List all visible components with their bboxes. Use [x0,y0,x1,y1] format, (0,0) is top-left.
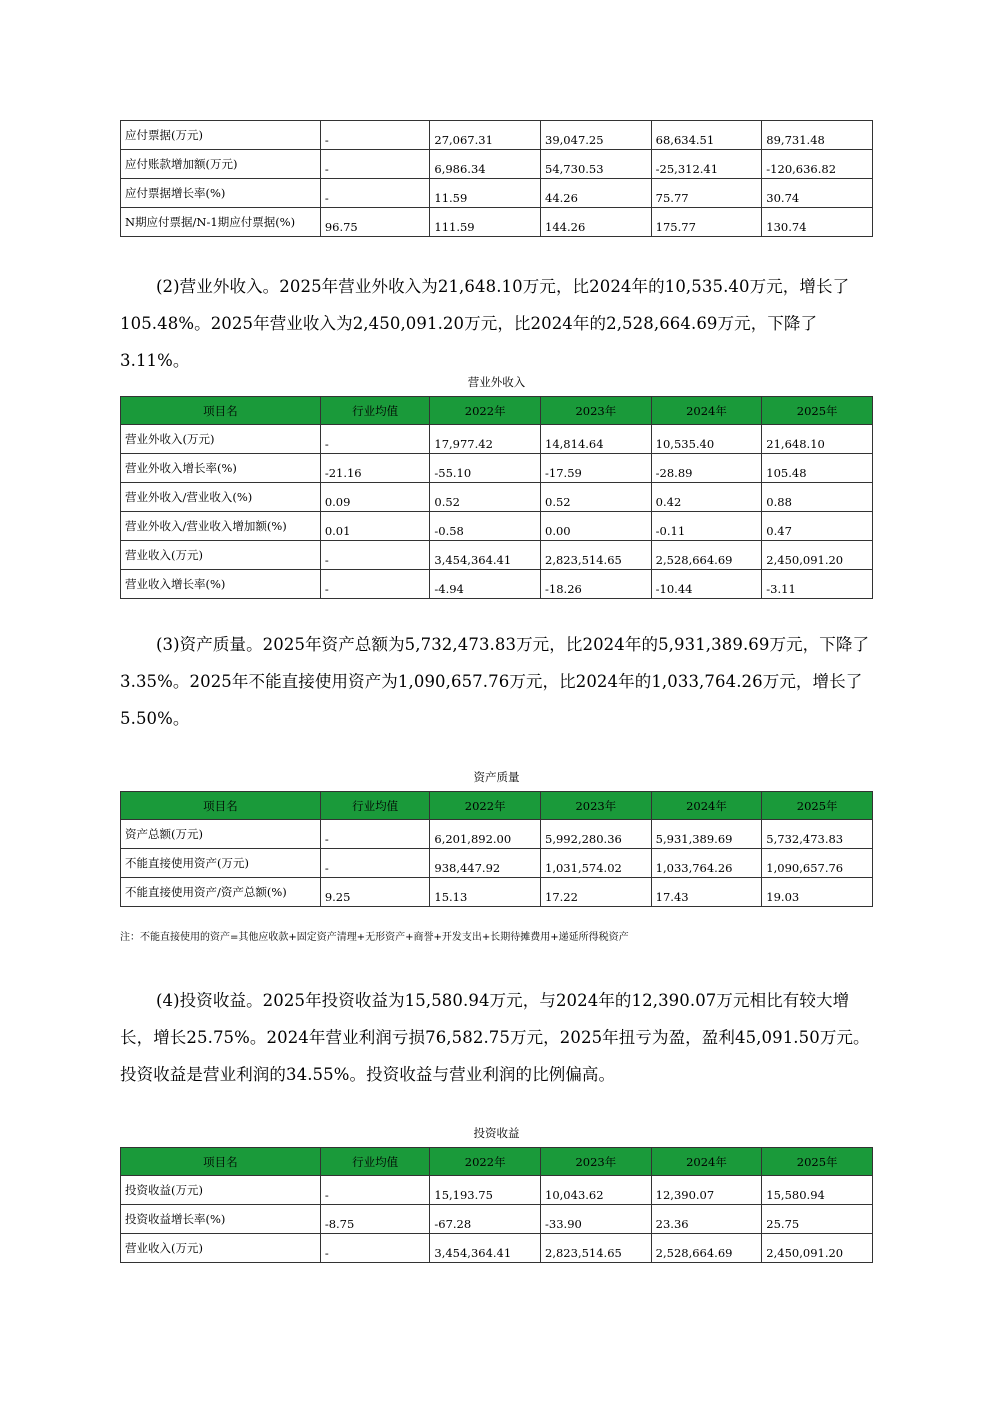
table-cell: -8.75 [320,1205,430,1234]
table-cell: 14,814.64 [541,425,652,454]
table-cell: 0.47 [762,512,873,541]
table-cell: 0.01 [320,512,430,541]
table-cell: - [320,150,430,179]
table-row [121,541,873,570]
table-cell: 938,447.92 [430,849,541,878]
paragraph-non-operating-income: (2)营业外收入。2025年营业外收入为21,648.10万元，比2024年的10,535.40万元，增长了105.48%。2025年营业收入为2,450,091.20万元，比2024年的2,528,664.69万元，下降了3.11%。 [120,277,850,370]
table-cell: 175.77 [651,208,762,237]
table-row [121,512,873,541]
table-row [121,454,873,483]
table-cell: 6,201,892.00 [430,820,541,849]
table-cell: 0.09 [320,483,430,512]
table-cell: 0.88 [762,483,873,512]
table-cell: 2,528,664.69 [651,1234,762,1263]
income-table-body [121,425,873,599]
table-cell: 39,047.25 [541,121,652,150]
table-cell: 27,067.31 [430,121,541,150]
table-cell: - [320,820,430,849]
table-cell: -28.89 [651,454,762,483]
column-header: 2023年 [541,1148,652,1176]
table-cell: 3,454,364.41 [430,541,541,570]
table-cell: - [320,121,430,150]
row-label: 不能直接使用资产/资产总额(%) [121,878,321,907]
income-table-header [121,397,873,425]
column-header: 2024年 [651,1148,762,1176]
table-row [121,820,873,849]
table-cell: 105.48 [762,454,873,483]
table-cell: 30.74 [762,179,873,208]
table-cell: - [320,541,430,570]
column-header: 项目名 [121,792,321,820]
payables-table-body [121,121,873,237]
table-row [121,1205,873,1234]
table-cell: 2,823,514.65 [541,541,652,570]
table-cell: 0.00 [541,512,652,541]
table-cell: 17,977.42 [430,425,541,454]
column-header: 项目名 [121,397,321,425]
column-header: 2022年 [430,1148,541,1176]
table-cell: -21.16 [320,454,430,483]
row-label: 不能直接使用资产(万元) [121,849,321,878]
table-cell: -18.26 [541,570,652,599]
table-cell: 0.52 [430,483,541,512]
table-cell: 96.75 [320,208,430,237]
assets-table-body [121,820,873,907]
table-cell: 3,454,364.41 [430,1234,541,1263]
table-cell: 2,823,514.65 [541,1234,652,1263]
table-cell: -55.10 [430,454,541,483]
table-cell: 144.26 [541,208,652,237]
table-cell: -4.94 [430,570,541,599]
column-header: 2024年 [651,397,762,425]
table-row [121,150,873,179]
table-cell: 130.74 [762,208,873,237]
table-cell: 15,193.75 [430,1176,541,1205]
table-cell: 10,043.62 [541,1176,652,1205]
table-note: 注：不能直接使用的资产=其他应收款+固定资产清理+无形资产+商誉+开发支出+长期待摊费用+递延所得税资产 [120,932,629,943]
table-cell: 15.13 [430,878,541,907]
table-cell: -0.58 [430,512,541,541]
table-caption-income: 营业外收入 [467,375,526,389]
invest-table-body [121,1176,873,1263]
table-cell: 25.75 [762,1205,873,1234]
table-cell: 5,992,280.36 [541,820,652,849]
non-operating-income-table [120,396,873,599]
table-cell: 54,730.53 [541,150,652,179]
column-header: 2025年 [762,397,873,425]
table-cell: 12,390.07 [651,1176,762,1205]
asset-quality-table [120,791,873,907]
table-row [121,425,873,454]
table-cell: -10.44 [651,570,762,599]
table-cell: 23.36 [651,1205,762,1234]
row-label: 投资收益(万元) [121,1176,321,1205]
table-cell: 111.59 [430,208,541,237]
table-cell: 44.26 [541,179,652,208]
table-caption-invest: 投资收益 [473,1126,520,1140]
column-header: 2022年 [430,397,541,425]
table-cell: - [320,570,430,599]
table-cell: - [320,179,430,208]
table-row [121,208,873,237]
investment-income-table [120,1147,873,1263]
row-label: 营业收入增长率(%) [121,570,321,599]
payables-table [120,120,873,237]
table-cell: -17.59 [541,454,652,483]
table-cell: - [320,849,430,878]
column-header: 2022年 [430,792,541,820]
table-cell: 1,033,764.26 [651,849,762,878]
column-header: 2024年 [651,792,762,820]
table-cell: -25,312.41 [651,150,762,179]
table-cell: -67.28 [430,1205,541,1234]
column-header: 2023年 [541,397,652,425]
table-row [121,1176,873,1205]
table-cell: -120,636.82 [762,150,873,179]
row-label: 营业收入(万元) [121,541,321,570]
table-row [121,849,873,878]
table-cell: - [320,425,430,454]
table-cell: 5,931,389.69 [651,820,762,849]
row-label: 营业外收入/营业收入(%) [121,483,321,512]
paragraph-asset-quality: (3)资产质量。2025年资产总额为5,732,473.83万元，比2024年的5,931,389.69万元，下降了3.35%。2025年不能直接使用资产为1,090,657.76万元，比2024年的1,033,764.26万元，增长了5.50%。 [120,635,870,728]
table-caption-assets: 资产质量 [473,770,520,784]
table-cell: 17.22 [541,878,652,907]
table-cell: -33.90 [541,1205,652,1234]
row-label: N期应付票据/N-1期应付票据(%) [121,208,321,237]
row-label: 营业外收入/营业收入增加额(%) [121,512,321,541]
table-cell: 0.42 [651,483,762,512]
table-cell: 89,731.48 [762,121,873,150]
table-cell: 15,580.94 [762,1176,873,1205]
table-row [121,1234,873,1263]
table-cell: 68,634.51 [651,121,762,150]
row-label: 营业外收入(万元) [121,425,321,454]
table-row [121,483,873,512]
table-cell: 11.59 [430,179,541,208]
table-cell: 0.52 [541,483,652,512]
table-cell: 1,031,574.02 [541,849,652,878]
table-cell: 10,535.40 [651,425,762,454]
table-cell: -0.11 [651,512,762,541]
table-cell: 6,986.34 [430,150,541,179]
column-header: 行业均值 [320,1148,430,1176]
column-header: 2025年 [762,792,873,820]
header-row [121,1148,873,1176]
column-header: 行业均值 [320,792,430,820]
paragraph-investment-income: (4)投资收益。2025年投资收益为15,580.94万元，与2024年的12,390.07万元相比有较大增长，增长25.75%。2024年营业利润亏损76,582.75万元，2025年扭亏为盈，盈利45,091.50万元。投资收益是营业利润的34.55%。投资收益与营业利润的比例偏高。 [120,991,870,1084]
table-cell: - [320,1234,430,1263]
table-cell: 17.43 [651,878,762,907]
row-label: 营业收入(万元) [121,1234,321,1263]
table-row [121,570,873,599]
table-cell: 75.77 [651,179,762,208]
invest-table-header [121,1148,873,1176]
table-row [121,179,873,208]
row-label: 应付票据增长率(%) [121,179,321,208]
table-cell: 2,450,091.20 [762,541,873,570]
row-label: 应付账款增加额(万元) [121,150,321,179]
table-row [121,121,873,150]
table-cell: 5,732,473.83 [762,820,873,849]
table-cell: - [320,1176,430,1205]
row-label: 营业外收入增长率(%) [121,454,321,483]
row-label: 资产总额(万元) [121,820,321,849]
assets-table-header [121,792,873,820]
table-cell: 21,648.10 [762,425,873,454]
column-header: 项目名 [121,1148,321,1176]
table-cell: 1,090,657.76 [762,849,873,878]
row-label: 应付票据(万元) [121,121,321,150]
table-cell: -3.11 [762,570,873,599]
table-cell: 19.03 [762,878,873,907]
row-label: 投资收益增长率(%) [121,1205,321,1234]
table-cell: 9.25 [320,878,430,907]
header-row [121,397,873,425]
table-cell: 2,528,664.69 [651,541,762,570]
column-header: 2023年 [541,792,652,820]
header-row [121,792,873,820]
table-cell: 2,450,091.20 [762,1234,873,1263]
column-header: 2025年 [762,1148,873,1176]
column-header: 行业均值 [320,397,430,425]
table-row [121,878,873,907]
